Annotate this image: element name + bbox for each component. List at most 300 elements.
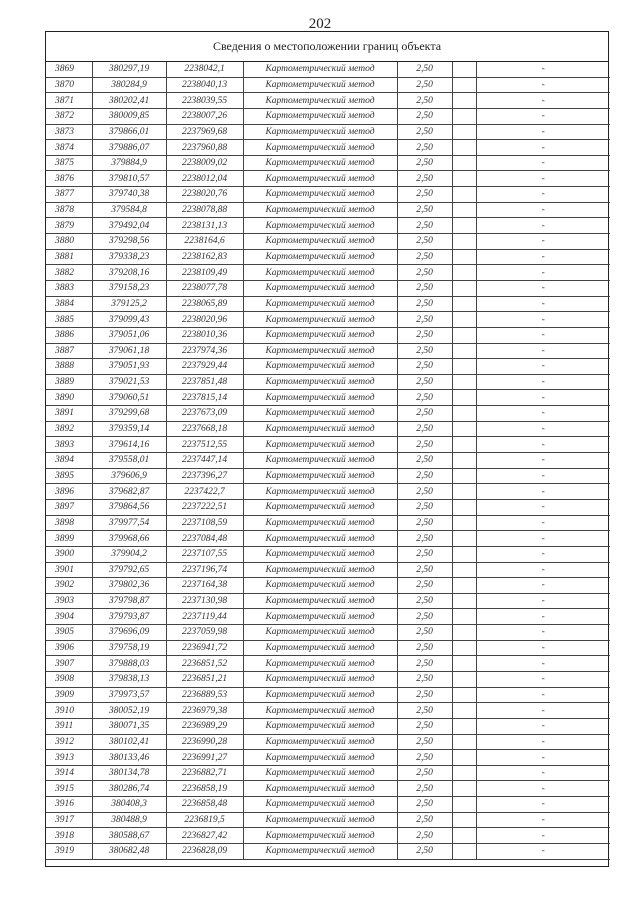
cell-extra <box>452 390 476 406</box>
cell-coord-y: 2236979,38 <box>166 703 243 719</box>
cell-note: - <box>476 374 610 390</box>
cell-coord-x: 379802,36 <box>92 578 166 594</box>
cell-coord-x: 380588,67 <box>92 828 166 844</box>
cell-note: - <box>476 187 610 203</box>
cell-coord-x: 379792,65 <box>92 562 166 578</box>
cell-method: Картометрический метод <box>243 844 397 860</box>
cell-point-number: 3910 <box>46 703 92 719</box>
cell-coord-y: 2237084,48 <box>166 531 243 547</box>
cell-precision: 2,50 <box>397 155 452 171</box>
cell-coord-x: 380202,41 <box>92 93 166 109</box>
cell-note: - <box>476 249 610 265</box>
cell-coord-y: 2236851,52 <box>166 656 243 672</box>
table-row <box>46 640 610 656</box>
cell-method: Картометрический метод <box>243 374 397 390</box>
cell-point-number: 3919 <box>46 844 92 860</box>
cell-method: Картометрический метод <box>243 108 397 124</box>
cell-coord-y: 2237512,55 <box>166 437 243 453</box>
cell-precision: 2,50 <box>397 108 452 124</box>
cell-coord-x: 380052,19 <box>92 703 166 719</box>
table-row <box>46 187 610 203</box>
cell-precision: 2,50 <box>397 703 452 719</box>
cell-precision: 2,50 <box>397 140 452 156</box>
cell-precision: 2,50 <box>397 844 452 860</box>
cell-extra <box>452 546 476 562</box>
cell-extra <box>452 484 476 500</box>
cell-precision: 2,50 <box>397 578 452 594</box>
cell-method: Картометрический метод <box>243 671 397 687</box>
cell-method: Картометрический метод <box>243 531 397 547</box>
cell-precision: 2,50 <box>397 625 452 641</box>
cell-extra <box>452 687 476 703</box>
table-row <box>46 62 610 77</box>
cell-method: Картометрический метод <box>243 562 397 578</box>
cell-method: Картометрический метод <box>243 812 397 828</box>
table-row <box>46 499 610 515</box>
cell-coord-x: 380102,41 <box>92 734 166 750</box>
cell-extra <box>452 249 476 265</box>
cell-coord-y: 2237447,14 <box>166 453 243 469</box>
cell-coord-x: 379359,14 <box>92 421 166 437</box>
cell-coord-y: 2237668,18 <box>166 421 243 437</box>
cell-point-number: 3907 <box>46 656 92 672</box>
cell-method: Картометрический метод <box>243 93 397 109</box>
cell-coord-y: 2238162,83 <box>166 249 243 265</box>
cell-note: - <box>476 546 610 562</box>
cell-coord-x: 379884,9 <box>92 155 166 171</box>
cell-method: Картометрический метод <box>243 609 397 625</box>
cell-method: Картометрический метод <box>243 327 397 343</box>
table-row <box>46 593 610 609</box>
cell-note: - <box>476 640 610 656</box>
cell-precision: 2,50 <box>397 249 452 265</box>
cell-coord-x: 379793,87 <box>92 609 166 625</box>
cell-coord-y: 2237974,36 <box>166 343 243 359</box>
cell-extra <box>452 453 476 469</box>
table-row <box>46 671 610 687</box>
cell-point-number: 3891 <box>46 406 92 422</box>
cell-point-number: 3918 <box>46 828 92 844</box>
cell-note: - <box>476 312 610 328</box>
cell-note: - <box>476 108 610 124</box>
cell-coord-x: 379099,43 <box>92 312 166 328</box>
cell-precision: 2,50 <box>397 531 452 547</box>
table-row <box>46 750 610 766</box>
cell-precision: 2,50 <box>397 609 452 625</box>
cell-point-number: 3875 <box>46 155 92 171</box>
cell-note: - <box>476 468 610 484</box>
cell-coord-x: 379758,19 <box>92 640 166 656</box>
cell-precision: 2,50 <box>397 218 452 234</box>
table-row <box>46 578 610 594</box>
table-row <box>46 656 610 672</box>
cell-point-number: 3887 <box>46 343 92 359</box>
table-row <box>46 93 610 109</box>
cell-coord-x: 379888,03 <box>92 656 166 672</box>
table-row <box>46 77 610 93</box>
cell-extra <box>452 406 476 422</box>
cell-coord-x: 379614,16 <box>92 437 166 453</box>
table-row <box>46 781 610 797</box>
cell-coord-y: 2237960,88 <box>166 140 243 156</box>
table-body <box>46 62 610 859</box>
cell-point-number: 3876 <box>46 171 92 187</box>
table-row <box>46 155 610 171</box>
table-row <box>46 171 610 187</box>
cell-precision: 2,50 <box>397 797 452 813</box>
cell-precision: 2,50 <box>397 765 452 781</box>
cell-precision: 2,50 <box>397 62 452 77</box>
cell-note: - <box>476 390 610 406</box>
cell-point-number: 3872 <box>46 108 92 124</box>
cell-note: - <box>476 343 610 359</box>
cell-coord-y: 2237107,55 <box>166 546 243 562</box>
cell-extra <box>452 171 476 187</box>
cell-point-number: 3902 <box>46 578 92 594</box>
cell-method: Картометрический метод <box>243 453 397 469</box>
cell-point-number: 3906 <box>46 640 92 656</box>
cell-coord-y: 2238012,04 <box>166 171 243 187</box>
cell-precision: 2,50 <box>397 280 452 296</box>
cell-point-number: 3913 <box>46 750 92 766</box>
cell-extra <box>452 62 476 77</box>
cell-extra <box>452 265 476 281</box>
cell-coord-y: 2238020,96 <box>166 312 243 328</box>
cell-coord-x: 379973,57 <box>92 687 166 703</box>
cell-coord-x: 379051,93 <box>92 359 166 375</box>
table-row <box>46 374 610 390</box>
cell-method: Картометрический метод <box>243 187 397 203</box>
cell-method: Картометрический метод <box>243 234 397 250</box>
table-row <box>46 453 610 469</box>
cell-extra <box>452 828 476 844</box>
cell-coord-x: 379810,57 <box>92 171 166 187</box>
cell-coord-x: 379492,04 <box>92 218 166 234</box>
cell-coord-x: 379125,2 <box>92 296 166 312</box>
table-row <box>46 327 610 343</box>
cell-note: - <box>476 93 610 109</box>
cell-method: Картометрический метод <box>243 828 397 844</box>
cell-method: Картометрический метод <box>243 640 397 656</box>
cell-precision: 2,50 <box>397 656 452 672</box>
cell-note: - <box>476 812 610 828</box>
cell-coord-y: 2238039,55 <box>166 93 243 109</box>
cell-extra <box>452 750 476 766</box>
cell-point-number: 3903 <box>46 593 92 609</box>
cell-coord-y: 2236989,29 <box>166 718 243 734</box>
table-row <box>46 718 610 734</box>
cell-method: Картометрический метод <box>243 77 397 93</box>
cell-note: - <box>476 437 610 453</box>
cell-point-number: 3881 <box>46 249 92 265</box>
cell-coord-y: 2238020,76 <box>166 187 243 203</box>
cell-precision: 2,50 <box>397 828 452 844</box>
cell-coord-x: 380284,9 <box>92 77 166 93</box>
cell-note: - <box>476 499 610 515</box>
cell-coord-x: 379558,01 <box>92 453 166 469</box>
cell-precision: 2,50 <box>397 640 452 656</box>
cell-note: - <box>476 750 610 766</box>
cell-precision: 2,50 <box>397 421 452 437</box>
cell-point-number: 3893 <box>46 437 92 453</box>
cell-coord-x: 380133,46 <box>92 750 166 766</box>
cell-point-number: 3890 <box>46 390 92 406</box>
table-row <box>46 218 610 234</box>
cell-extra <box>452 781 476 797</box>
cell-coord-x: 379060,51 <box>92 390 166 406</box>
cell-extra <box>452 703 476 719</box>
cell-coord-x: 380286,74 <box>92 781 166 797</box>
cell-point-number: 3871 <box>46 93 92 109</box>
cell-extra <box>452 671 476 687</box>
cell-coord-y: 2237673,09 <box>166 406 243 422</box>
cell-point-number: 3879 <box>46 218 92 234</box>
cell-extra <box>452 202 476 218</box>
cell-extra <box>452 155 476 171</box>
boundary-points-table <box>46 62 610 860</box>
table-row <box>46 546 610 562</box>
cell-precision: 2,50 <box>397 202 452 218</box>
cell-extra <box>452 108 476 124</box>
cell-coord-y: 2237815,14 <box>166 390 243 406</box>
cell-coord-x: 379338,23 <box>92 249 166 265</box>
cell-coord-y: 2236828,09 <box>166 844 243 860</box>
cell-point-number: 3878 <box>46 202 92 218</box>
cell-point-number: 3877 <box>46 187 92 203</box>
cell-coord-x: 379977,54 <box>92 515 166 531</box>
cell-coord-y: 2237422,7 <box>166 484 243 500</box>
cell-precision: 2,50 <box>397 359 452 375</box>
cell-point-number: 3917 <box>46 812 92 828</box>
cell-coord-y: 2236858,19 <box>166 781 243 797</box>
cell-extra <box>452 797 476 813</box>
cell-coord-y: 2236858,48 <box>166 797 243 813</box>
cell-note: - <box>476 578 610 594</box>
cell-note: - <box>476 171 610 187</box>
cell-extra <box>452 140 476 156</box>
cell-note: - <box>476 828 610 844</box>
table-row <box>46 765 610 781</box>
cell-note: - <box>476 671 610 687</box>
table-row <box>46 812 610 828</box>
cell-coord-y: 2236882,71 <box>166 765 243 781</box>
cell-note: - <box>476 62 610 77</box>
cell-precision: 2,50 <box>397 750 452 766</box>
cell-coord-x: 379208,16 <box>92 265 166 281</box>
table-row <box>46 844 610 860</box>
cell-method: Картометрический метод <box>243 124 397 140</box>
cell-coord-x: 379299,68 <box>92 406 166 422</box>
cell-precision: 2,50 <box>397 546 452 562</box>
cell-precision: 2,50 <box>397 390 452 406</box>
cell-extra <box>452 280 476 296</box>
cell-extra <box>452 499 476 515</box>
cell-precision: 2,50 <box>397 187 452 203</box>
cell-note: - <box>476 124 610 140</box>
cell-method: Картометрический метод <box>243 781 397 797</box>
cell-coord-x: 380488,9 <box>92 812 166 828</box>
cell-coord-x: 379904,2 <box>92 546 166 562</box>
table-row <box>46 280 610 296</box>
cell-coord-x: 380071,35 <box>92 718 166 734</box>
cell-coord-y: 2237059,98 <box>166 625 243 641</box>
table-row <box>46 265 610 281</box>
cell-point-number: 3888 <box>46 359 92 375</box>
cell-precision: 2,50 <box>397 265 452 281</box>
cell-coord-x: 380134,78 <box>92 765 166 781</box>
table-row <box>46 406 610 422</box>
cell-coord-y: 2237969,68 <box>166 124 243 140</box>
cell-coord-y: 2238009,02 <box>166 155 243 171</box>
table-row <box>46 234 610 250</box>
cell-point-number: 3869 <box>46 62 92 77</box>
cell-extra <box>452 468 476 484</box>
cell-note: - <box>476 406 610 422</box>
cell-coord-y: 2238131,13 <box>166 218 243 234</box>
table-row <box>46 343 610 359</box>
cell-coord-y: 2237851,48 <box>166 374 243 390</box>
table-row <box>46 625 610 641</box>
cell-note: - <box>476 484 610 500</box>
cell-extra <box>452 531 476 547</box>
page-number: 202 <box>308 16 332 32</box>
cell-precision: 2,50 <box>397 327 452 343</box>
cell-note: - <box>476 155 610 171</box>
cell-coord-x: 379838,13 <box>92 671 166 687</box>
cell-coord-x: 380297,19 <box>92 62 166 77</box>
table-row <box>46 312 610 328</box>
cell-precision: 2,50 <box>397 593 452 609</box>
cell-note: - <box>476 656 610 672</box>
table-row <box>46 108 610 124</box>
cell-extra <box>452 765 476 781</box>
cell-precision: 2,50 <box>397 718 452 734</box>
cell-extra <box>452 312 476 328</box>
table-row <box>46 140 610 156</box>
cell-precision: 2,50 <box>397 562 452 578</box>
cell-extra <box>452 234 476 250</box>
cell-coord-x: 379968,66 <box>92 531 166 547</box>
cell-coord-x: 379682,87 <box>92 484 166 500</box>
cell-point-number: 3880 <box>46 234 92 250</box>
cell-method: Картометрический метод <box>243 515 397 531</box>
cell-method: Картометрический метод <box>243 687 397 703</box>
cell-point-number: 3896 <box>46 484 92 500</box>
cell-note: - <box>476 515 610 531</box>
cell-method: Картометрический метод <box>243 265 397 281</box>
cell-note: - <box>476 280 610 296</box>
cell-coord-y: 2237119,44 <box>166 609 243 625</box>
cell-precision: 2,50 <box>397 234 452 250</box>
cell-precision: 2,50 <box>397 93 452 109</box>
cell-precision: 2,50 <box>397 734 452 750</box>
cell-extra <box>452 593 476 609</box>
cell-extra <box>452 327 476 343</box>
cell-precision: 2,50 <box>397 406 452 422</box>
cell-note: - <box>476 77 610 93</box>
cell-note: - <box>476 797 610 813</box>
cell-coord-y: 2238164,6 <box>166 234 243 250</box>
cell-extra <box>452 93 476 109</box>
cell-precision: 2,50 <box>397 812 452 828</box>
cell-method: Картометрический метод <box>243 437 397 453</box>
cell-method: Картометрический метод <box>243 343 397 359</box>
cell-extra <box>452 844 476 860</box>
cell-point-number: 3899 <box>46 531 92 547</box>
cell-point-number: 3900 <box>46 546 92 562</box>
cell-method: Картометрический метод <box>243 765 397 781</box>
cell-extra <box>452 812 476 828</box>
cell-coord-x: 379606,9 <box>92 468 166 484</box>
cell-method: Картометрический метод <box>243 202 397 218</box>
cell-coord-y: 2238007,26 <box>166 108 243 124</box>
cell-extra <box>452 296 476 312</box>
cell-method: Картометрический метод <box>243 797 397 813</box>
cell-note: - <box>476 453 610 469</box>
cell-point-number: 3895 <box>46 468 92 484</box>
table-row <box>46 734 610 750</box>
cell-coord-y: 2236851,21 <box>166 671 243 687</box>
cell-method: Картометрический метод <box>243 625 397 641</box>
cell-note: - <box>476 202 610 218</box>
table-row <box>46 484 610 500</box>
cell-coord-x: 379740,38 <box>92 187 166 203</box>
cell-point-number: 3897 <box>46 499 92 515</box>
cell-coord-y: 2237164,38 <box>166 578 243 594</box>
cell-coord-x: 379298,56 <box>92 234 166 250</box>
cell-coord-y: 2236990,28 <box>166 734 243 750</box>
cell-coord-y: 2238109,49 <box>166 265 243 281</box>
cell-coord-x: 380009,85 <box>92 108 166 124</box>
cell-coord-y: 2238077,78 <box>166 280 243 296</box>
cell-note: - <box>476 327 610 343</box>
cell-extra <box>452 656 476 672</box>
cell-coord-x: 379584,8 <box>92 202 166 218</box>
cell-extra <box>452 718 476 734</box>
cell-coord-y: 2236819,5 <box>166 812 243 828</box>
cell-method: Картометрический метод <box>243 296 397 312</box>
cell-coord-x: 379051,06 <box>92 327 166 343</box>
cell-point-number: 3911 <box>46 718 92 734</box>
cell-extra <box>452 515 476 531</box>
cell-coord-x: 379866,01 <box>92 124 166 140</box>
cell-extra <box>452 640 476 656</box>
cell-note: - <box>476 844 610 860</box>
cell-coord-y: 2236827,42 <box>166 828 243 844</box>
cell-note: - <box>476 218 610 234</box>
cell-extra <box>452 734 476 750</box>
cell-coord-x: 379158,23 <box>92 280 166 296</box>
cell-point-number: 3898 <box>46 515 92 531</box>
cell-note: - <box>476 703 610 719</box>
table-row <box>46 609 610 625</box>
cell-extra <box>452 359 476 375</box>
cell-precision: 2,50 <box>397 171 452 187</box>
cell-extra <box>452 187 476 203</box>
table-row <box>46 515 610 531</box>
table-row <box>46 249 610 265</box>
cell-coord-y: 2236889,53 <box>166 687 243 703</box>
cell-point-number: 3873 <box>46 124 92 140</box>
cell-note: - <box>476 562 610 578</box>
cell-coord-y: 2238065,89 <box>166 296 243 312</box>
document-table-frame <box>45 31 609 867</box>
table-row <box>46 124 610 140</box>
cell-coord-y: 2236991,27 <box>166 750 243 766</box>
cell-point-number: 3912 <box>46 734 92 750</box>
cell-extra <box>452 562 476 578</box>
cell-precision: 2,50 <box>397 687 452 703</box>
